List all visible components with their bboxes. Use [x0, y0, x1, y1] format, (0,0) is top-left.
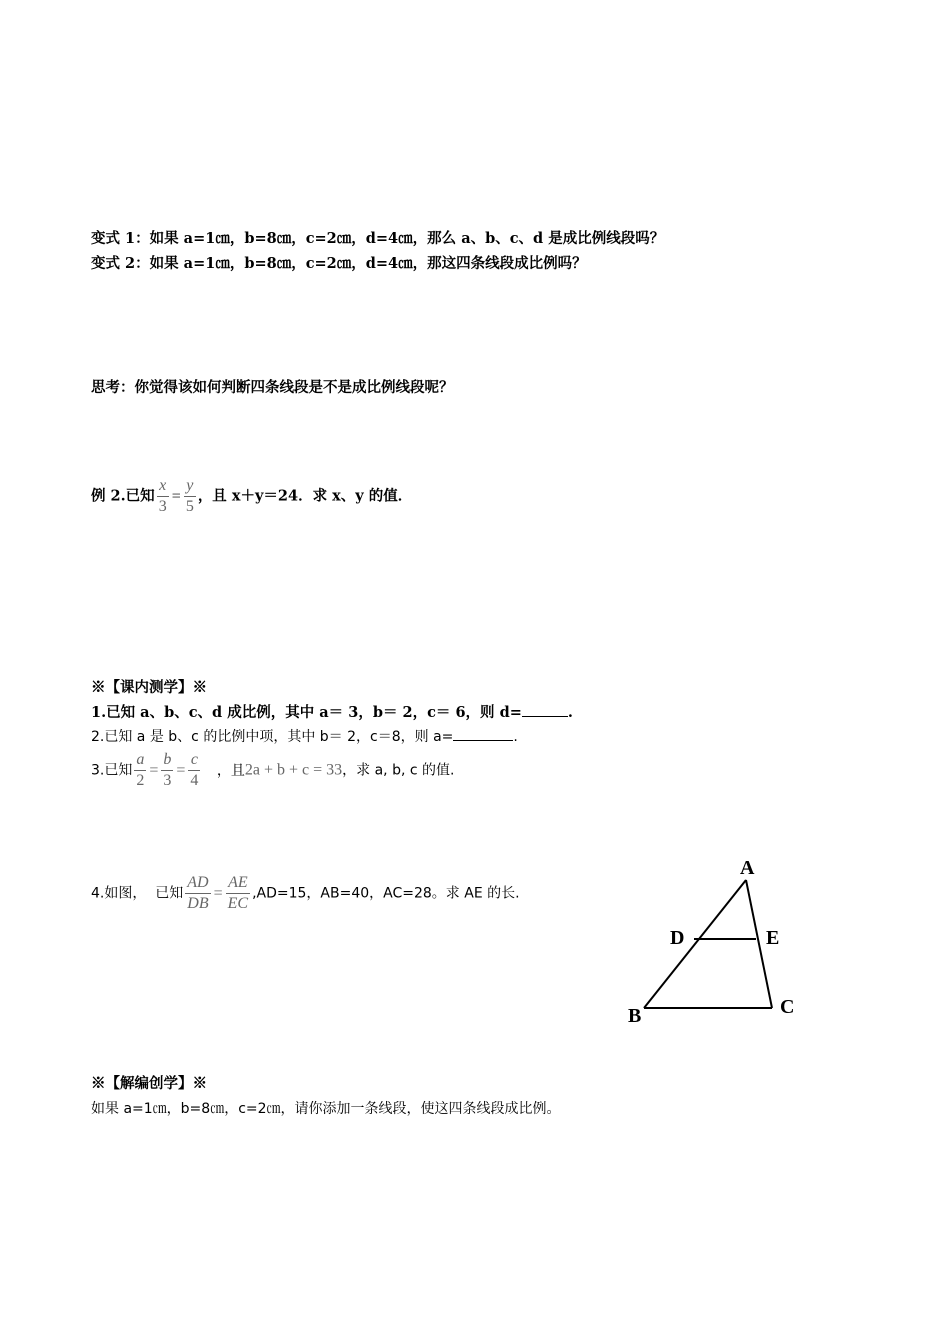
fraction-numerator: AD	[185, 873, 210, 894]
fraction-ae-over-ec	[226, 873, 250, 914]
question-2-text: 2.已知 a 是 b、c 的比例中项，其中 b＝ 2，c＝8，则 a=	[91, 729, 454, 745]
fraction-denominator: EC	[227, 895, 249, 912]
answer-blank-a[interactable]	[453, 740, 513, 741]
think-prompt: 思考：你觉得该如何判断四条线段是不是成比例线段呢？	[91, 379, 454, 396]
fraction-numerator: c	[188, 750, 200, 771]
question-3-suffix: ，求 a, b, c 的值.	[342, 762, 455, 779]
fraction-numerator: y	[184, 476, 196, 497]
fraction-y-over-5	[184, 476, 196, 517]
equals-sign: =	[213, 884, 223, 902]
label-a: A	[740, 857, 755, 879]
equals-sign: =	[149, 761, 159, 779]
triangle-figure	[620, 850, 810, 1030]
fraction-ad-over-db	[185, 873, 210, 914]
fraction-b-over-3	[161, 750, 173, 791]
question-4-prefix: 4.如图， 已知	[91, 885, 184, 902]
variant-2-text: 变式 2：如果 a=1㎝，b=8㎝，c=2㎝，d=4㎝，那这四条线段成比例吗？	[91, 255, 587, 272]
fraction-a-over-2	[134, 750, 146, 791]
question-1-end: .	[567, 704, 573, 721]
fraction-denominator: DB	[187, 895, 209, 912]
fraction-numerator: b	[161, 750, 173, 771]
question-3-prefix: 3.已知	[91, 762, 133, 779]
question-1	[91, 701, 573, 722]
question-3-mid: ，且	[216, 762, 245, 779]
fraction-c-over-4	[188, 750, 200, 791]
section-title-in-class-test: ※【课内测学】※	[91, 679, 207, 696]
fraction-numerator: x	[157, 476, 169, 497]
question-4-suffix: ,AD=15，AB=40，AC=28。求 AE 的长.	[252, 885, 520, 902]
equals-sign: =	[176, 761, 186, 779]
fraction-denominator: 2	[136, 772, 145, 789]
fraction-x-over-3	[157, 476, 169, 517]
variant-1-text: 变式 1：如果 a=1㎝，b=8㎝，c=2㎝，d=4㎝，那么 a、b、c、d 是成比例线段吗？	[91, 230, 665, 247]
label-c: C	[780, 996, 795, 1018]
answer-blank-d[interactable]	[522, 716, 568, 717]
creative-question: 如果 a=1㎝，b=8㎝，c=2㎝，请你添加一条线段，使这四条线段成比例。	[91, 1101, 561, 1117]
fraction-denominator: 3	[163, 772, 172, 789]
label-e: E	[766, 927, 780, 949]
example-2	[91, 476, 412, 517]
equals-sign: =	[171, 487, 181, 505]
question-2	[91, 726, 518, 746]
fraction-denominator: 5	[185, 498, 194, 515]
example-2-suffix: ，且 x＋y＝24．求 x、y 的值．	[197, 487, 413, 505]
question-4	[91, 873, 520, 914]
example-2-prefix: 例 2.已知	[91, 487, 155, 505]
fraction-denominator: 4	[190, 772, 199, 789]
label-b: B	[628, 1005, 642, 1027]
label-d: D	[670, 927, 685, 949]
fraction-numerator: AE	[226, 873, 250, 894]
equation-expression: 2a + b + c = 33	[244, 761, 343, 779]
question-1-text: 1.已知 a、b、c、d 成比例，其中 a＝ 3，b＝ 2，c＝ 6，则 d=	[91, 704, 522, 721]
fraction-numerator: a	[134, 750, 146, 771]
section-title-creative: ※【解编创学】※	[91, 1075, 207, 1092]
question-3	[91, 750, 454, 791]
question-2-end: .	[513, 729, 518, 745]
side-ab	[644, 880, 746, 1008]
fraction-denominator: 3	[158, 498, 167, 515]
